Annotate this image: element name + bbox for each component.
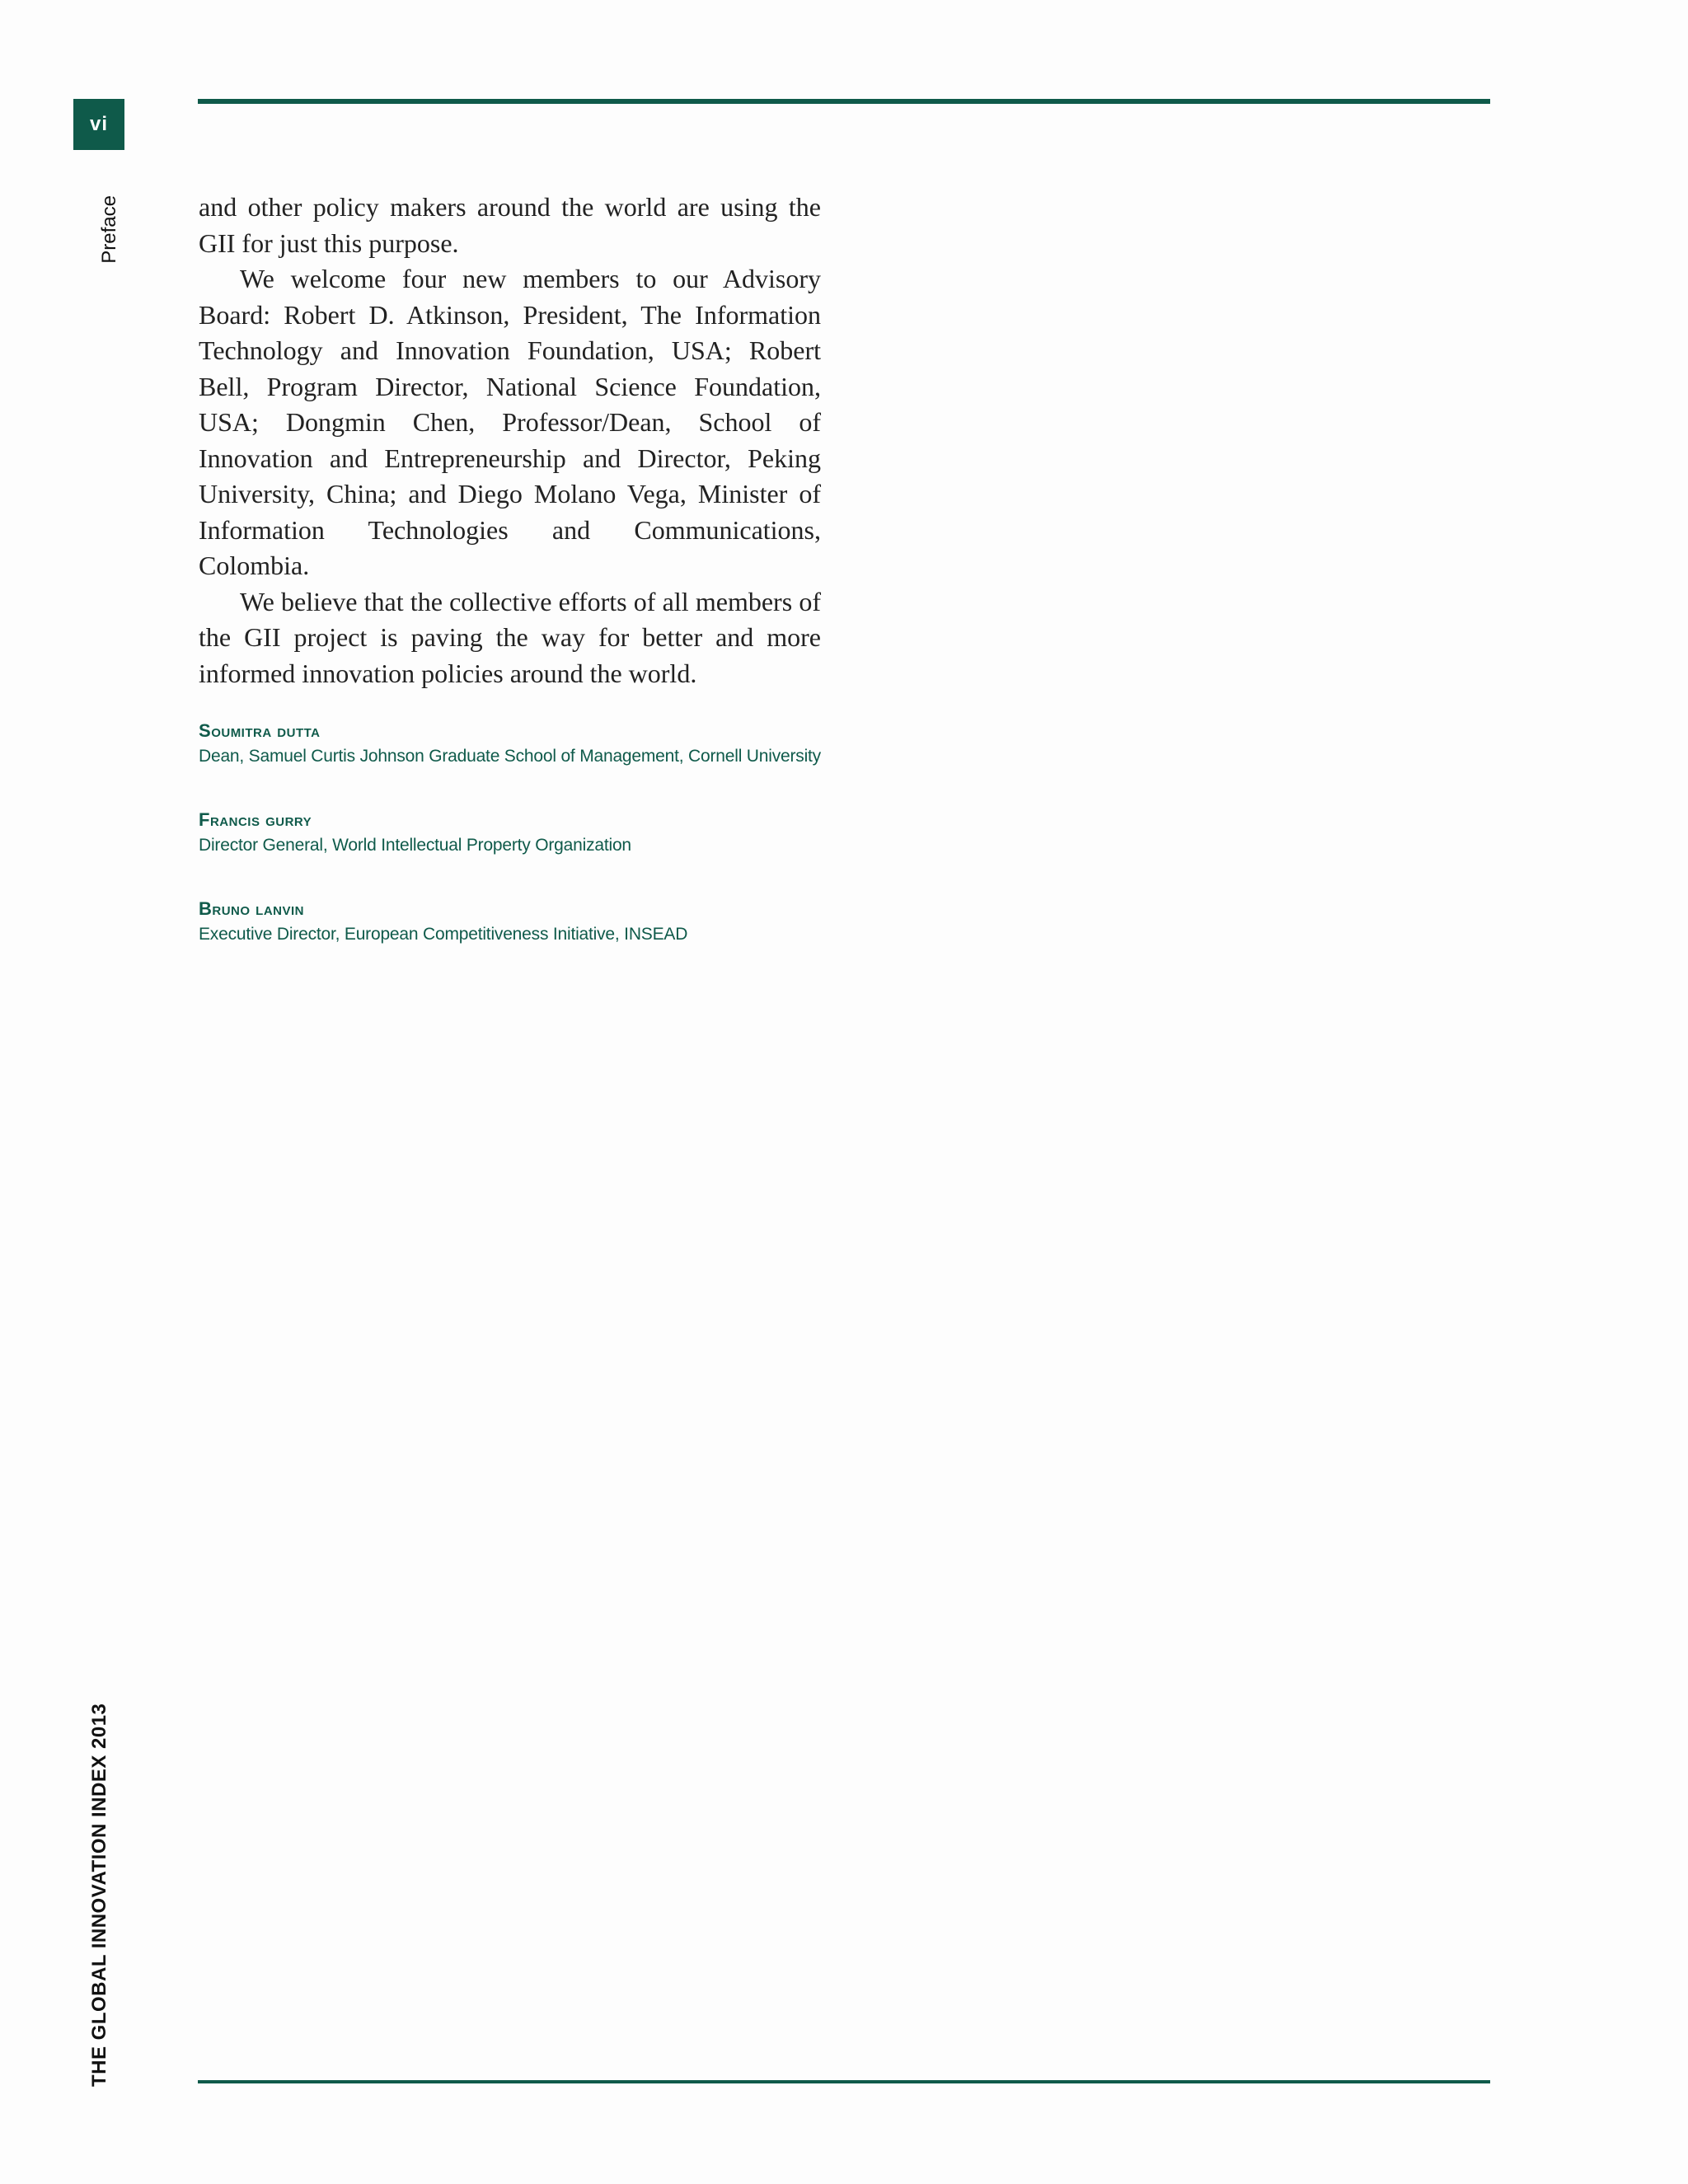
- signatory: [199, 897, 940, 948]
- preface-body: [199, 190, 821, 691]
- section-running-head: Preface: [98, 195, 120, 264]
- signatory-title: Executive Director, European Competitiveness Initiative, INSEAD: [199, 925, 688, 944]
- publication-running-foot: THE GLOBAL INNOVATION INDEX 2013: [88, 1703, 110, 2087]
- paragraph: We believe that the collective efforts of all members of the GII project is paving the way for better and more informed innovation policies around the world.: [199, 586, 821, 688]
- bottom-divider: [198, 2080, 1490, 2083]
- signatories-block: [199, 719, 940, 986]
- signatory-name: Bruno lanvin: [199, 898, 305, 919]
- page-number: vi: [89, 113, 108, 135]
- signatory-name: Francis gurry: [199, 809, 312, 830]
- signatory-name: Soumitra dutta: [199, 720, 321, 741]
- top-divider: [198, 99, 1490, 104]
- paragraph: We welcome four new members to our Advisory Board: Robert D. Atkinson, President, The Information Technology and Innovation Foundation, USA; Robert Bell, Program Director, National Science Foundation, USA; Dongmin Chen, Professor/Dean, School of Innovation and Entrepreneurship and Director, Peking University, China; and Diego Molano Vega, Minister of Information Technologies and Communications, Colombia.: [199, 264, 821, 580]
- signatory: [199, 719, 940, 770]
- signatory: [199, 808, 940, 859]
- page-number-badge: [73, 99, 124, 150]
- signatory-title: Dean, Samuel Curtis Johnson Graduate School of Management, Cornell University: [199, 747, 821, 766]
- paragraph: and other policy makers around the world are using the GII for just this purpose.: [199, 192, 821, 258]
- signatory-title: Director General, World Intellectual Property Organization: [199, 836, 631, 855]
